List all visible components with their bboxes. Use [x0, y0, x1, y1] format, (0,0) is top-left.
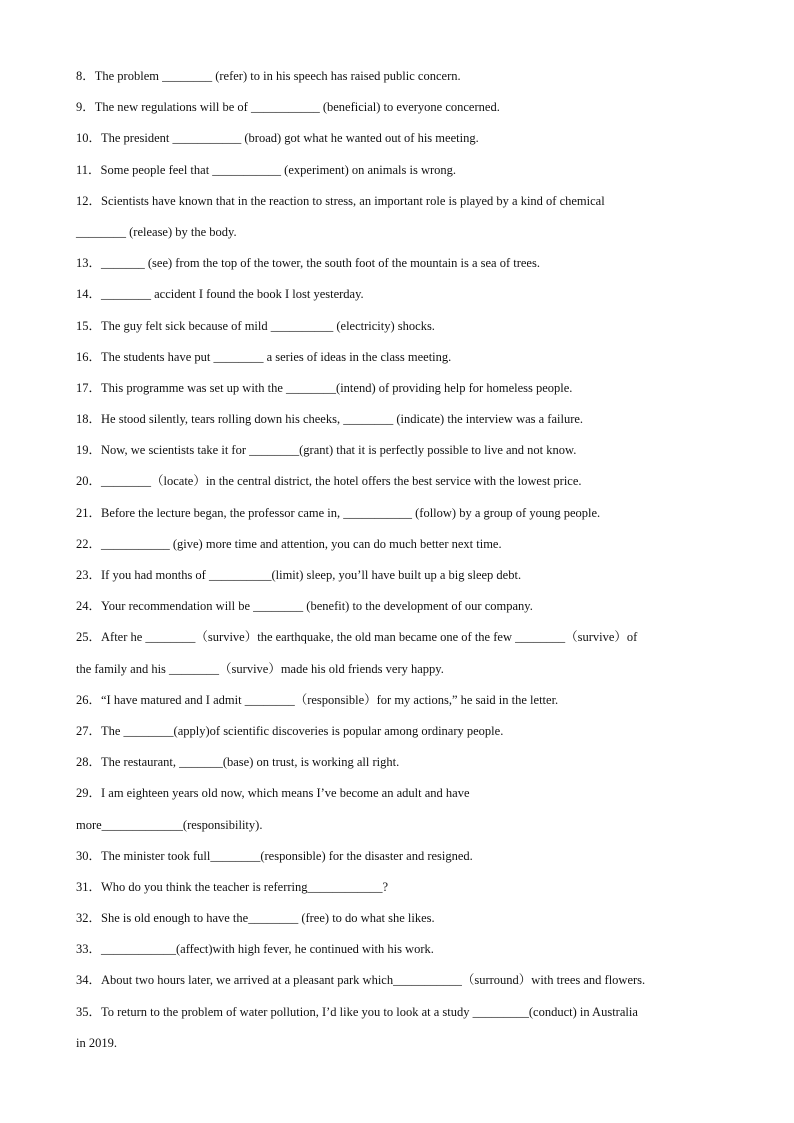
exercise-line: 31．Who do you think the teacher is referring____________?: [76, 879, 389, 894]
exercise-line: the family and his ________（survive）made his old friends very happy.: [76, 661, 444, 676]
exercise-line: 12．Scientists have known that in the reaction to stress, an important role is played by a kind of chemical: [76, 193, 605, 208]
exercise-line: 17．This programme was set up with the ________(intend) of providing help for homeless people.: [76, 380, 573, 395]
exercise-line: 34．About two hours later, we arrived at a pleasant park which___________（surround）with trees and flowers.: [76, 973, 646, 988]
exercise-line: 14．________ accident I found the book I lost yesterday.: [76, 287, 364, 302]
exercise-line: 16．The students have put ________ a series of ideas in the class meeting.: [76, 349, 452, 364]
exercise-line: 26．“I have matured and I admit ________（responsible）for my actions,” he said in the letter.: [76, 692, 559, 707]
exercise-line: 9．The new regulations will be of ___________ (beneficial) to everyone concerned.: [76, 100, 500, 115]
exercise-line: 33．____________(affect)with high fever, he continued with his work.: [76, 942, 434, 957]
exercise-line: 19．Now, we scientists take it for ________(grant) that it is perfectly possible to live and not know.: [76, 443, 577, 458]
exercise-line: in 2019.: [76, 1035, 117, 1050]
exercise-line: 18．He stood silently, tears rolling down his cheeks, ________ (indicate) the interview was a failure.: [76, 412, 584, 427]
exercise-line: 32．She is old enough to have the________ (free) to do what she likes.: [76, 911, 435, 926]
exercise-line: 23．If you had months of __________(limit) sleep, you’ll have built up a big sleep debt.: [76, 568, 522, 582]
exercise-line: ________ (release) by the body.: [76, 224, 237, 239]
exercise-line: 35．To return to the problem of water pollution, I’d like you to look at a study _________(conduct) in Australia: [76, 1004, 638, 1019]
exercise-line: more_____________(responsibility).: [76, 817, 263, 832]
exercise-line: 15．The guy felt sick because of mild __________ (electricity) shocks.: [76, 318, 435, 333]
exercise-line: 20．________（locate）in the central district, the hotel offers the best service with the lowest price.: [76, 474, 582, 489]
exercise-list: [76, 66, 726, 1064]
exercise-line: 8．The problem ________ (refer) to in his speech has raised public concern.: [76, 69, 461, 83]
exercise-line: 21．Before the lecture began, the professor came in, ___________ (follow) by a group of young people.: [76, 505, 601, 520]
exercise-line: 11．Some people feel that ___________ (experiment) on animals is wrong.: [76, 162, 457, 177]
exercise-line: 24．Your recommendation will be ________ (benefit) to the development of our company.: [76, 599, 533, 614]
exercise-line: 10．The president ___________ (broad) got what he wanted out of his meeting.: [76, 131, 479, 146]
exercise-line: 25．After he ________（survive）the earthquake, the old man became one of the few ________（survive）of: [76, 630, 638, 645]
exercise-line: 22．___________ (give) more time and attention, you can do much better next time.: [76, 536, 502, 551]
exercise-line: 30．The minister took full________(responsible) for the disaster and resigned.: [76, 848, 473, 863]
exercise-line: 29．I am eighteen years old now, which means I’ve become an adult and have: [76, 786, 470, 801]
exercise-line: 13．_______ (see) from the top of the tower, the south foot of the mountain is a sea of trees.: [76, 256, 540, 271]
exercise-line: 28．The restaurant, _______(base) on trust, is working all right.: [76, 755, 400, 770]
exercise-line: 27．The ________(apply)of scientific discoveries is popular among ordinary people.: [76, 723, 504, 738]
